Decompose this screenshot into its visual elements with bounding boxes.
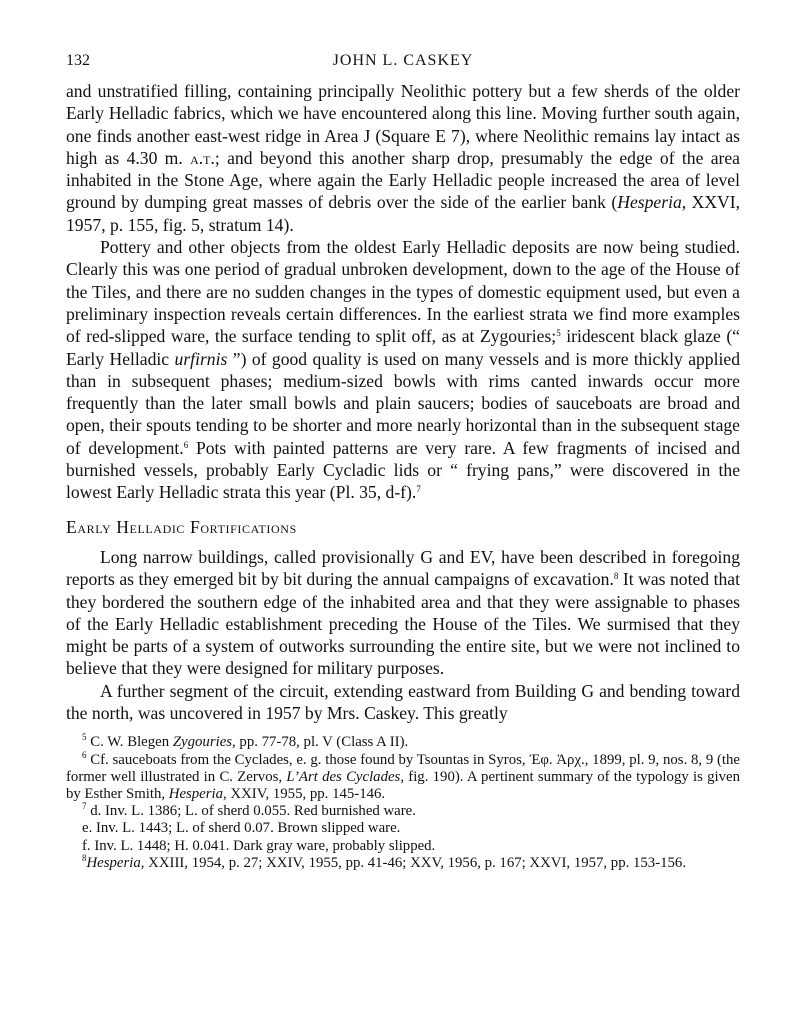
footnote-number: 6 bbox=[82, 749, 87, 760]
footnote-ref[interactable]: 5 bbox=[556, 328, 561, 339]
journal-title: Hesperia bbox=[86, 854, 141, 871]
running-title: JOHN L. CASKEY bbox=[332, 52, 474, 69]
footnote-5 bbox=[66, 734, 740, 751]
page bbox=[66, 52, 740, 872]
text-run: Long narrow buildings, called provisionally G and EV, have been described in foregoing reports as they emerged bit by bit during the annual campaigns of excavation. bbox=[66, 546, 740, 590]
footnote-ref[interactable]: 8 bbox=[613, 571, 619, 582]
footnote-number: 5 bbox=[82, 732, 87, 743]
footnote-8 bbox=[66, 852, 740, 872]
text-run: , pp. 77-78, pl. V (Class A II). bbox=[232, 734, 409, 751]
text-run: d. Inv. L. 1386; L. of sherd 0.055. Red burnished ware. bbox=[86, 803, 416, 820]
body-text bbox=[66, 80, 740, 724]
text-run: , XXIII, 1954, p. 27; XXIV, 1955, pp. 41-46; XXV, 1956, p. 167; XXVI, 1957, pp. 153-156. bbox=[140, 854, 687, 871]
text-run: C. W. Blegen bbox=[86, 734, 173, 751]
journal-title: Hesperia bbox=[168, 785, 224, 802]
paragraph bbox=[66, 80, 740, 236]
text-run: a.t. bbox=[190, 147, 215, 168]
book-title: Zygouries bbox=[172, 734, 233, 751]
text-run: , XXIV, 1955, pp. 145-146. bbox=[223, 785, 386, 802]
footnote-7-e: e. Inv. L. 1443; L. of sherd 0.07. Brown slipped ware. bbox=[82, 820, 401, 837]
italic-term: urfirnis bbox=[174, 348, 228, 369]
text-run: A further segment of the circuit, extending eastward from Building G and bending toward the north, was uncovered in 1957 by Mrs. Caskey. This greatly bbox=[66, 680, 740, 724]
footnote-ref[interactable]: 7 bbox=[416, 484, 421, 495]
paragraph bbox=[66, 546, 740, 680]
text-run: Pots with painted patterns are very rare. A few fragments of incised and burnished vessels, probably Early Cycladic lids or “ frying pans,” were discovered in the lowest Early Helladic strata this year (Pl. 35, d-f). bbox=[66, 437, 740, 503]
journal-title: Hesperia bbox=[617, 192, 682, 213]
text-run: Pottery and other objects from the oldest Early Helladic deposits are now being studied. Clearly this was one period of gradual unbroken development, down to the age of the House of the Tiles, and there are no sudden changes in the types of domestic equipment used, but even a preliminary inspection reveals certain differences. In the earliest strata we find more examples of red-slipped ware, the surface tending to split off, as at Zygouries; bbox=[66, 237, 740, 347]
paragraph bbox=[66, 680, 740, 725]
text-run: Cf. sauceboats from the Cyclades, e. g. those found by Tsountas in Syros, bbox=[86, 751, 530, 768]
page-header bbox=[66, 52, 740, 80]
page-number: 132 bbox=[66, 52, 90, 69]
text-run: and unstratified filling, containing principally Neolithic pottery but a few sherds of the older Early Helladic fabrics, which we have encountered along this line. Moving further south again, one finds another east-west ridge in Area J (Square E 7), where Neolithic remains lay intact as high as 4.30 m. bbox=[66, 81, 740, 168]
text-run: , 1899, pl. 9, nos. 8, 9 (the former well illustrated in C. Zervos, bbox=[66, 751, 741, 785]
footnote-number: 8 bbox=[82, 852, 87, 863]
section-heading: Early Helladic Fortifications bbox=[66, 516, 297, 537]
greek-abbrev: Ἐφ. Ἀρχ. bbox=[529, 751, 585, 768]
text-run: , fig. 190). A pertinent summary of the typology is given by Esther Smith, bbox=[66, 768, 740, 802]
text-run: iridescent black glaze (“ Early Helladic bbox=[66, 326, 740, 369]
footnote-number: 7 bbox=[82, 801, 87, 812]
book-title: L’Art des Cyclades bbox=[286, 768, 401, 785]
paragraph bbox=[66, 236, 740, 504]
text-run: , XXVI, 1957, p. 155, fig. 5, stratum 14). bbox=[66, 192, 740, 235]
text-run: It was noted that they bordered the southern edge of the inhabited area and that they were assignable to phases of the Early Helladic establishment preceding the House of the Tiles. We surmised that they might be parts of a system of outworks surrounding the entire site, but we were not inclined to believe that they were designed for military purposes. bbox=[66, 569, 740, 679]
footnote-7-f: f. Inv. L. 1448; H. 0.041. Dark gray ware, probably slipped. bbox=[82, 837, 436, 854]
footnote-6 bbox=[66, 749, 741, 804]
text-run: ; and beyond this another sharp drop, presumably the edge of the area inhabited in the Stone Age, where again the Early Helladic people increased the area of level ground by dumping great masses of debris over the side of the earlier bank ( bbox=[66, 147, 740, 213]
footnotes bbox=[66, 734, 740, 872]
text-run: ”) of good quality is used on many vessels and is more thickly applied than in subsequent phases; medium-sized bowls with rims canted inwards occur more frequently than the later small bowls and plain saucers; bodies of sauceboats are broad and open, their spouts tending to be shorter and more nearly horizontal than in the subsequent stage of development. bbox=[66, 348, 740, 458]
footnote-ref[interactable]: 6 bbox=[183, 439, 189, 450]
footnote-7 bbox=[66, 803, 740, 820]
